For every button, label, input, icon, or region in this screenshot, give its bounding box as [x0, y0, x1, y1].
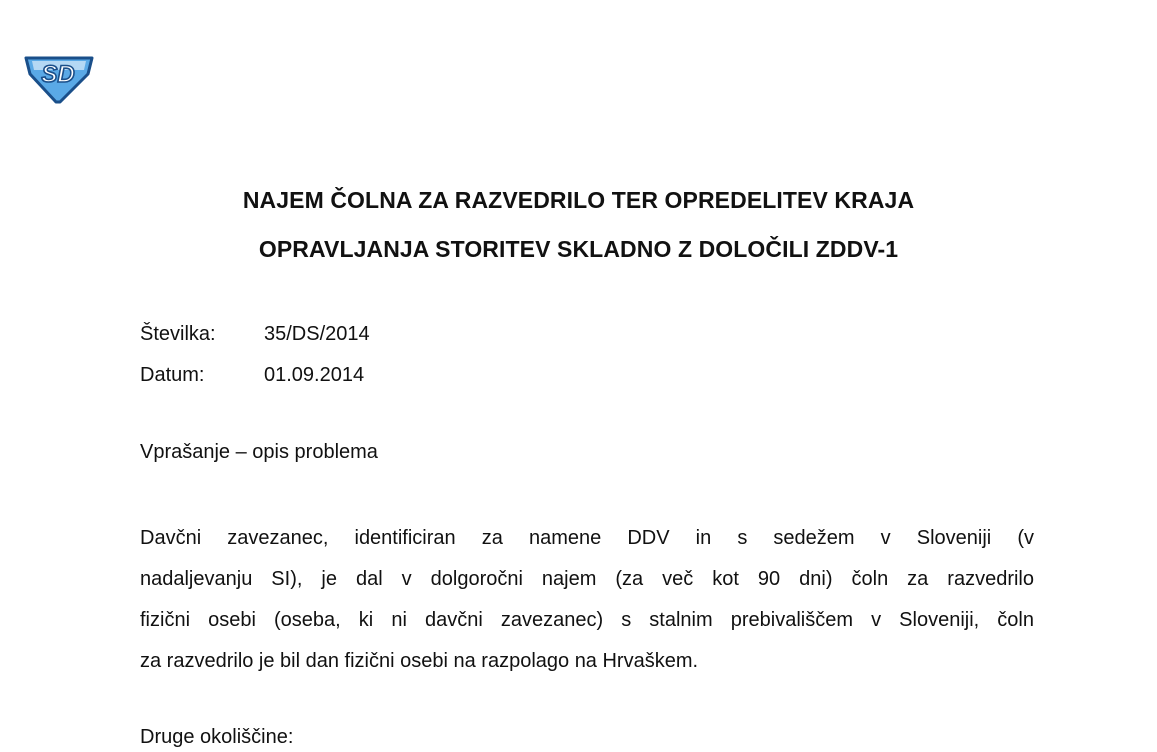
date-label: Datum: — [140, 364, 205, 386]
document-meta — [140, 314, 370, 396]
number-value: 35/DS/2014 — [264, 323, 370, 345]
paragraph-line: nadaljevanju SI), je dal v dolgoročni najem (za več kot 90 dni) čoln za razvedrilo — [140, 568, 1034, 590]
paragraph-line: fizični osebi (oseba, ki ni davčni zavezanec) s stalnim prebivališčem v Sloveniji, čoln — [140, 609, 1034, 631]
question-heading: Vprašanje – opis problema — [140, 441, 378, 463]
document-title — [0, 176, 1157, 274]
title-line-1: NAJEM ČOLNA ZA RAZVEDRILO TER OPREDELITEV KRAJA — [242, 187, 915, 213]
meta-date-row — [140, 355, 370, 396]
company-logo — [22, 48, 96, 106]
date-value: 01.09.2014 — [264, 364, 365, 386]
meta-number-row — [140, 314, 370, 355]
problem-description-paragraph — [140, 518, 1034, 682]
number-label: Številka: — [140, 323, 216, 345]
paragraph-line: Davčni zavezanec, identificiran za namene DDV in s sedežem v Sloveniji (v — [140, 527, 1034, 549]
paragraph-line: za razvedrilo je bil dan fizični osebi na razpolago na Hrvaškem. — [140, 650, 699, 672]
sd-shield-logo-icon — [22, 48, 96, 106]
other-circumstances-heading: Druge okoliščine: — [140, 726, 294, 748]
logo-letters: SD — [41, 61, 75, 88]
title-line-2: OPRAVLJANJA STORITEV SKLADNO Z DOLOČILI ZDDV-1 — [258, 236, 899, 262]
